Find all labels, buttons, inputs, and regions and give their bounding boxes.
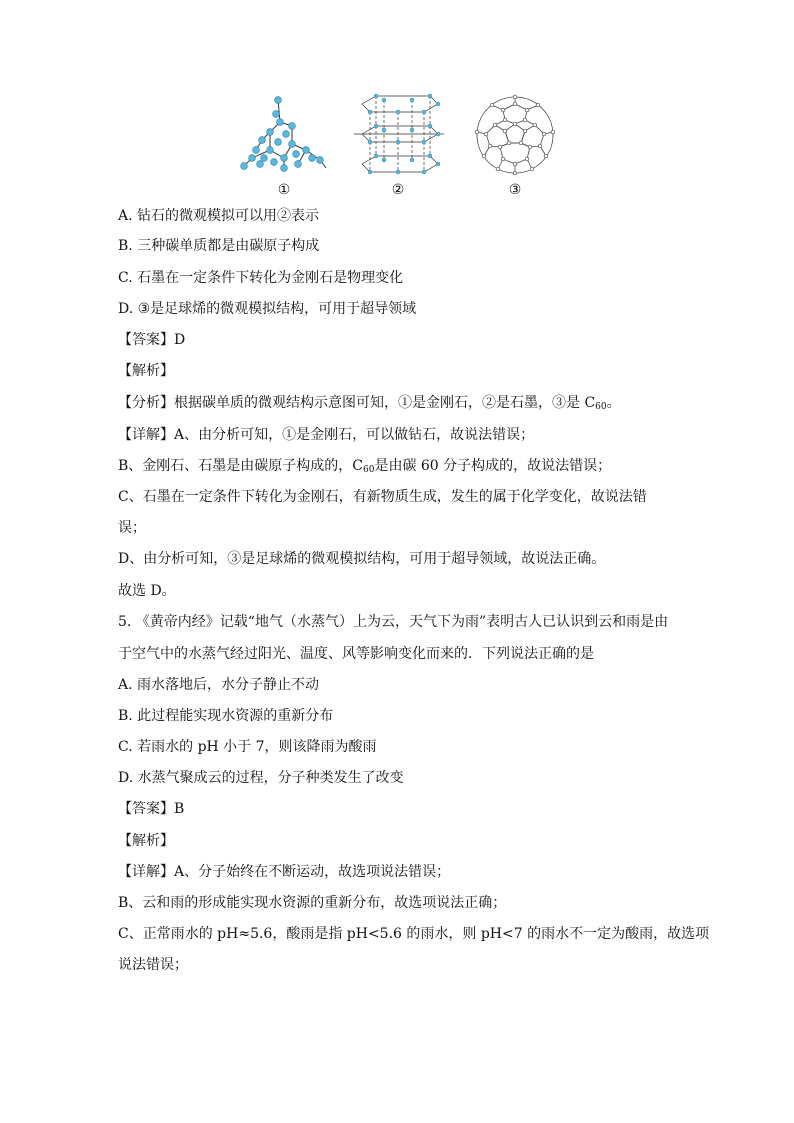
c60-subscript: 60 [363,465,375,475]
question-5-stem-continued: 于空气中的水蒸气经过阳光、温度、风等影响变化而来的．下列说法正确的是 [118,646,594,662]
conclusion-line: 故选 D。 [118,583,176,599]
detail-b-line [118,457,611,479]
diamond-structure-figure [234,92,334,198]
detail-c-continued: 误； [118,520,146,536]
figure-row [0,92,794,202]
option-b-line: B. 三种碳单质都是由碳原子构成 [118,238,320,254]
analysis-summary-end: 。 [606,395,621,411]
question-5-stem: 5. 《黄帝内经》记载“地气（水蒸气）上为云，天气下为雨”表明古人已认识到云和雨是由 [118,614,669,630]
graphite-structure-figure [354,92,444,198]
carbon-atoms [241,97,324,172]
detail-c-line: C、石墨在一定条件下转化为金刚石，有新物质生成，发生的属于化学变化，故说法错 [118,489,647,505]
figure-label-3: ③ [508,182,522,198]
carbon-atoms [475,95,555,175]
detail-d-line: D、由分析可知，③是足球烯的微观模拟结构，可用于超导领域，故说法正确。 [118,551,606,567]
q5-detail-b: B、云和雨的形成能实现水资源的重新分布，故选项说法正确； [118,895,507,911]
detail-b-text: B、金刚石、石墨是由碳原子构成的，C [118,458,363,474]
figure-label-2: ② [391,182,405,198]
q5-detail-c: C、正常雨水的 pH≈5.6，酸雨是指 pH<5.6 的雨水，则 pH<7 的雨水不一定为酸雨，故选项 [118,926,710,942]
analysis-heading: 【解析】 [118,363,174,379]
analysis-summary-line [118,394,621,416]
q5-analysis-heading: 【解析】 [118,833,174,849]
q5-option-a: A. 雨水落地后，水分子静止不动 [118,677,320,693]
detail-a-line: 【详解】A、由分析可知，①是金刚石，可以做钻石，故说法错误； [118,427,535,443]
c60-subscript: 60 [595,402,607,412]
detail-b-end: 是由碳 60 分子构成的，故说法错误； [374,458,612,474]
analysis-summary-text: 【分析】根据碳单质的微观结构示意图可知，①是金刚石，②是石墨，③是 C [118,395,596,411]
option-a-line: A. 钻石的微观模拟可以用②表示 [118,208,320,224]
c60-buckyball-image [472,92,558,178]
option-d-line: D. ③是足球烯的微观模拟结构，可用于超导领域 [118,301,417,317]
figure-label-1: ① [277,182,291,198]
diamond-lattice-image [234,92,334,176]
q5-option-b: B. 此过程能实现水资源的重新分布 [118,708,334,724]
graphite-layers-image [354,92,444,176]
c60-structure-figure [472,92,558,198]
q5-option-d: D. 水蒸气聚成云的过程，分子种类发生了改变 [118,770,404,786]
q5-detail-c-continued: 说法错误； [118,957,188,973]
q5-detail-a: 【详解】A、分子始终在不断运动，故选项说法错误； [118,864,451,880]
answer-line: 【答案】D [118,332,186,348]
option-c-line: C. 石墨在一定条件下转化为金刚石是物理变化 [118,270,404,286]
q5-answer-line: 【答案】B [118,801,185,817]
q5-option-c: C. 若雨水的 pH 小于 7，则该降雨为酸雨 [118,739,377,755]
